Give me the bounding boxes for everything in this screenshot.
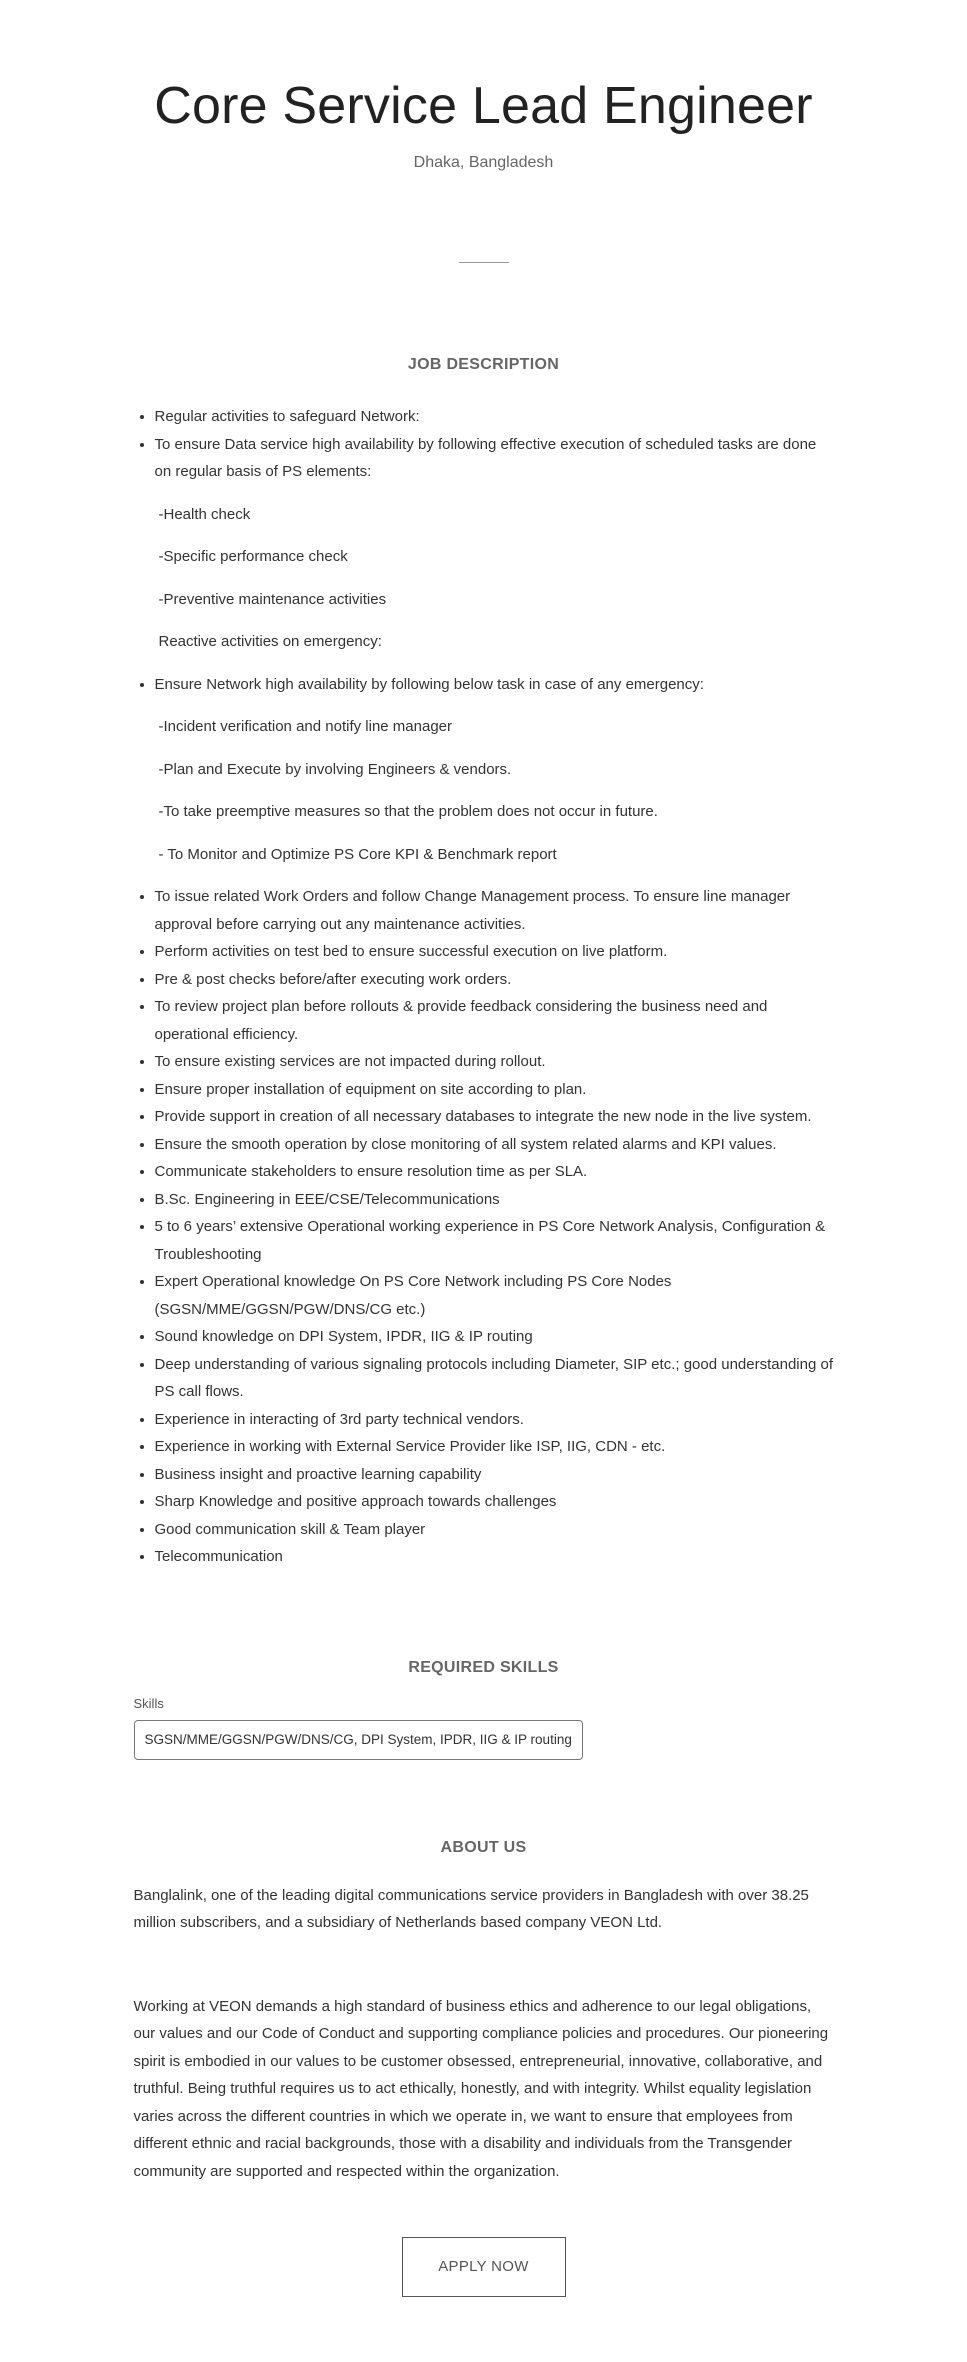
description-item-text: Sound knowledge on DPI System, IPDR, IIG & IP routing [154,1328,533,1345]
description-item-text: Ensure the smooth operation by close monitoring of all system related alarms and KPI values. [154,1135,777,1153]
skills-tag: SGSN/MME/GGSN/PGW/DNS/CG, DPI System, IPDR, IIG & IP routing [134,1720,583,1760]
description-item-text: B.Sc. Engineering in EEE/CSE/Telecommunications [154,1190,500,1208]
description-item [155,1516,834,1544]
job-description-heading: JOB DESCRIPTION [407,356,560,373]
description-item [155,1076,834,1104]
description-item-text: Deep understanding of various signaling protocols including Diameter, SIP etc.; good understanding of PS call flows. [154,1355,833,1400]
description-item-text: Experience in interacting of 3rd party technical vendors. [154,1410,524,1428]
description-item-text: Ensure Network high availability by following below task in case of any emergency: [154,675,704,693]
description-item [155,1323,834,1351]
description-item-text: Perform activities on test bed to ensure successful execution on live platform. [154,943,668,960]
required-skills-heading: REQUIRED SKILLS [408,1658,559,1676]
about-paragraph-veon: Working at VEON demands a high standard of business ethics and adherence to our legal obligations, our values and our Code of Conduct and supporting compliance policies and procedures. Our pioneering spirit is embodied in our values to be customer obsessed, entrepreneurial, innovative, collaborative, and truthful. Being truthful requires us to act ethically, honestly, and with integrity. Whilst equality legislation varies across the different countries in which we operate in, we want to ensure that employees from different ethnic and racial backgrounds, those with a disability and individuals from the Transgender community are supported and respected within the organization. [133,1997,829,2180]
description-item [155,1351,834,1406]
apply-section [0,2237,967,2297]
about-us-heading: ABOUT US [440,1838,527,1856]
description-item-text: Pre & post checks before/after executing work orders. [154,970,512,988]
description-item-text: Business insight and proactive learning capability [154,1465,482,1483]
description-subitem: -To take preemptive measures so that the problem does not occur in future. [158,803,658,820]
description-item [155,1488,834,1516]
description-item-text: Provide support in creation of all necessary databases to integrate the new node in the live system. [154,1108,812,1125]
description-item [155,1268,834,1323]
description-item-text: 5 to 6 years’ extensive Operational working experience in PS Core Network Analysis, Configuration & Troubleshooting [154,1218,826,1263]
description-subitem: -Incident verification and notify line manager [158,718,452,735]
required-skills-content [134,1696,834,1760]
description-item [155,1186,834,1214]
description-item [155,1433,834,1461]
description-item-text: Experience in working with External Service Provider like ISP, IIG, CDN - etc. [154,1438,666,1455]
description-item [155,1103,834,1131]
about-us-content [134,1882,834,2186]
apply-now-button[interactable]: APPLY NOW [402,2237,566,2297]
description-subitem: Reactive activities on emergency: [158,633,382,650]
about-paragraph-company: Banglalink, one of the leading digital communications service providers in Bangladesh with over 38.25 million subscribers, and a subsidiary of Netherlands based company VEON Ltd. [133,1886,809,1931]
description-item-text: Regular activities to safeguard Network: [154,408,420,425]
skills-label: Skills [133,1695,164,1711]
description-item-text: To ensure existing services are not impacted during rollout. [154,1053,546,1070]
description-subitem: -Health check [158,505,251,523]
description-item [155,1158,834,1186]
description-item-text: To ensure Data service high availability by following effective execution of scheduled tasks are done on regular basis of PS elements: [154,435,817,480]
description-item [155,938,834,966]
description-item-text: Communicate stakeholders to ensure resolution time as per SLA. [154,1163,588,1180]
job-title: Core Service Lead Engineer [154,77,813,135]
description-item-text: To issue related Work Orders and follow Change Management process. To ensure line manager approval before carrying out any maintenance activities. [154,888,791,933]
description-item-text: Telecommunication [154,1548,283,1565]
description-item [155,1213,834,1268]
header-divider [459,262,509,263]
description-item [155,1131,834,1159]
description-item [155,1048,834,1076]
description-item [155,403,834,431]
description-item-text: To review project plan before rollouts & provide feedback considering the business need and operational efficiency. [154,998,768,1043]
description-item [155,431,834,656]
description-subitems [155,501,834,656]
description-subitem: -Plan and Execute by involving Engineers & vendors. [158,760,512,778]
description-item-text: Expert Operational knowledge On PS Core Network including PS Core Nodes (SGSN/MME/GGSN/PGW/DNS/CG etc.) [154,1273,672,1318]
description-item [155,1406,834,1434]
job-header [0,0,967,263]
description-item-text: Ensure proper installation of equipment on site according to plan. [154,1080,587,1098]
description-subitem: - To Monitor and Optimize PS Core KPI & Benchmark report [158,845,557,863]
description-item [155,1461,834,1489]
description-item [155,1543,834,1571]
description-subitem: -Preventive maintenance activities [158,590,387,608]
description-item [155,883,834,938]
description-item-text: Good communication skill & Team player [154,1520,426,1538]
description-item [155,993,834,1048]
description-subitems [155,713,834,868]
description-item-text: Sharp Knowledge and positive approach towards challenges [154,1493,557,1510]
job-description-content [134,403,834,1571]
description-subitem: -Specific performance check [158,548,348,565]
job-location: Dhaka, Bangladesh [413,154,554,171]
description-item [155,966,834,994]
description-item [155,671,834,869]
job-description-list [134,403,834,1571]
